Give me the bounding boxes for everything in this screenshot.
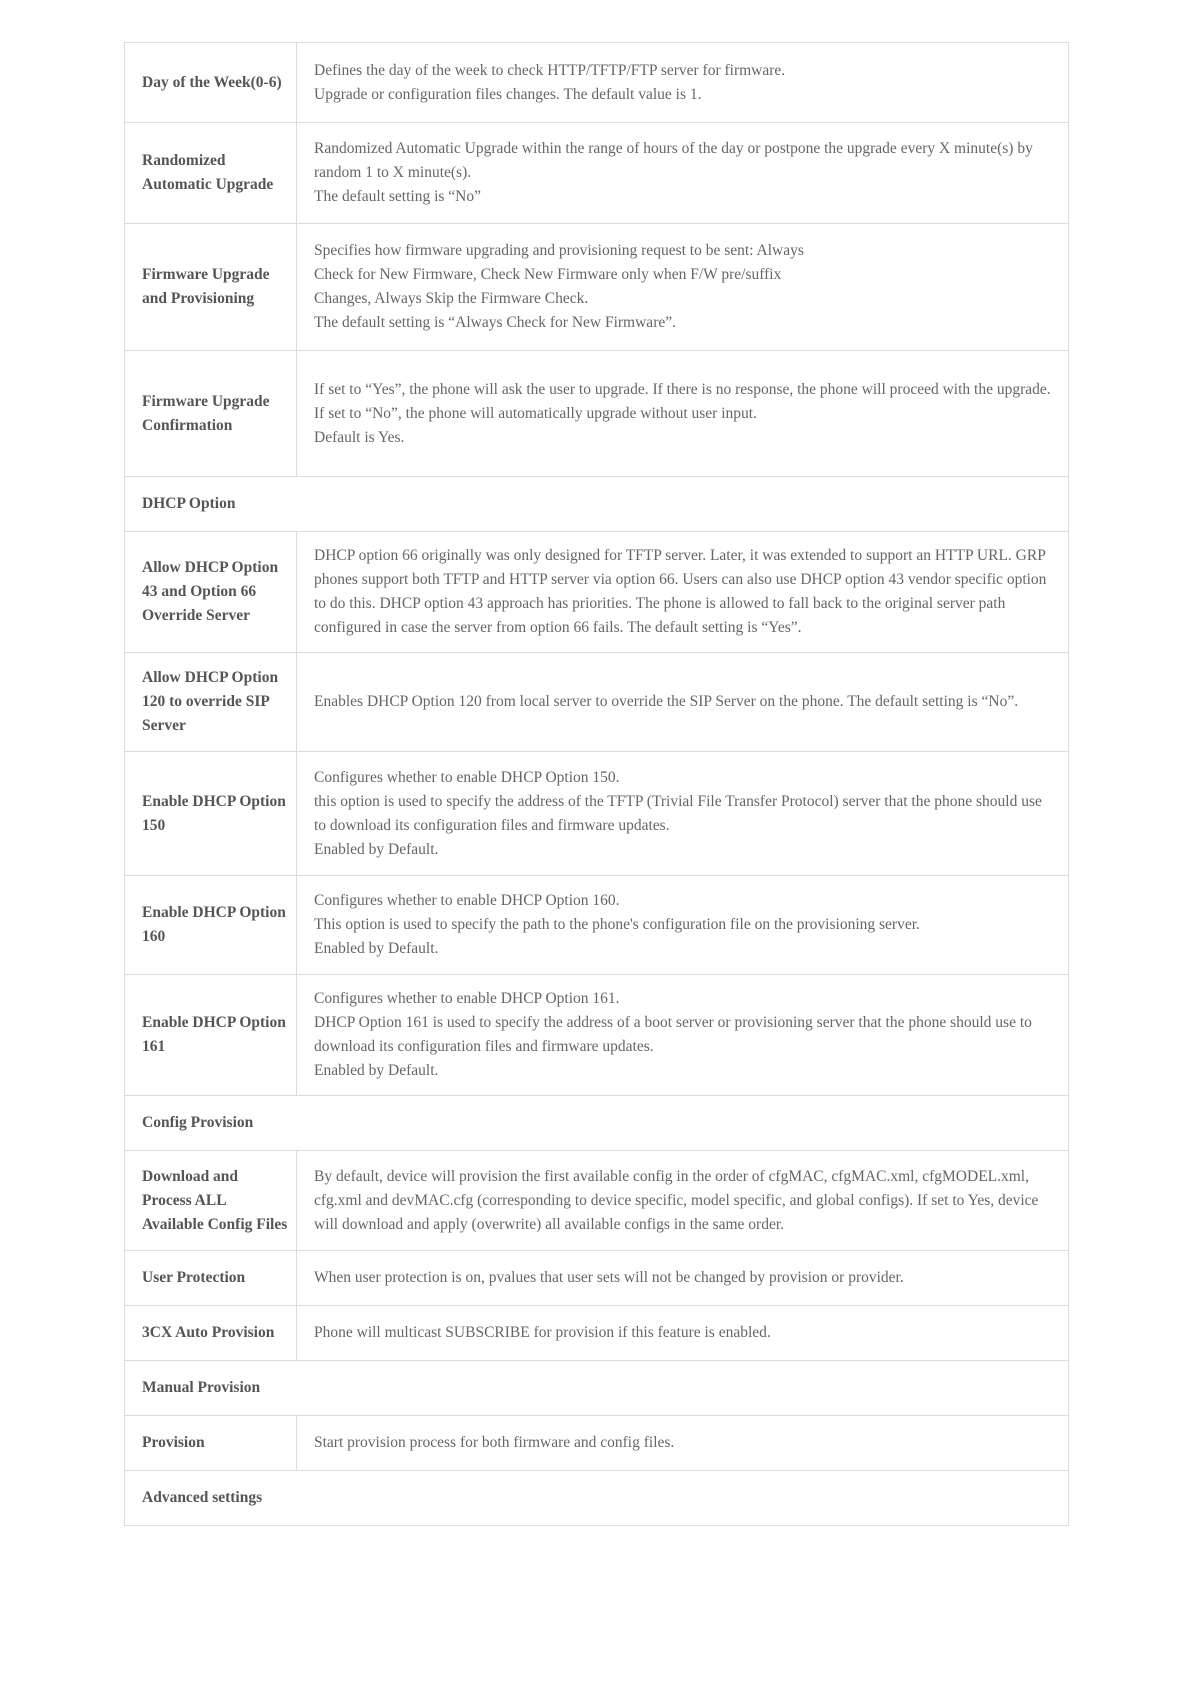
table-row [125,351,1069,477]
table-row [125,1416,1069,1471]
parameter-description [297,351,1069,477]
table-row [125,532,1069,653]
description-line: Enabled by Default. [314,940,439,957]
description-line: Enabled by Default. [314,1062,439,1079]
description-line: DHCP option 66 originally was only designed for TFTP server. Later, it was extended to support an HTTP URL. GRP phones support both TFTP and HTTP server via option 66. Users can also use DHCP option 43 vendor specific option to do this. DHCP option 43 approach has priorities. The phone is allowed to fall back to the original server path configured in case the server from option 66 fails. The default setting is “Yes”. [314,547,1047,636]
table-row [125,876,1069,975]
description-line: Enables DHCP Option 120 from local server to override the SIP Server on the phone. The default setting is “No”. [314,693,1019,710]
table-row [125,1251,1069,1306]
table-row [125,975,1069,1096]
table-row [125,224,1069,351]
parameter-name: 3CX Auto Provision [125,1306,297,1361]
description-line: Start provision process for both firmware and config files. [314,1434,675,1451]
description-line: Configures whether to enable DHCP Option 161. [314,990,620,1007]
parameter-description [297,975,1069,1096]
parameter-name: Randomized Automatic Upgrade [125,123,297,224]
table-row [125,653,1069,752]
parameter-description [297,1416,1069,1471]
parameter-name: Enable DHCP Option 160 [125,876,297,975]
parameter-name: User Protection [125,1251,297,1306]
table-row [125,43,1069,123]
parameter-name: Day of the Week(0-6) [125,43,297,123]
description-line: When user protection is on, pvalues that user sets will not be changed by provision or provider. [314,1269,904,1286]
description-line: Upgrade or configuration files changes. The default value is 1. [314,85,702,103]
description-line: The default setting is “Always Check for New Firmware”. [314,314,676,331]
section-title: Manual Provision [125,1361,1069,1416]
description-line: If set to “No”, the phone will automatically upgrade without user input. [314,404,757,422]
provisioning-settings-table [124,42,1069,1526]
parameter-name: Firmware Upgrade Confirmation [125,351,297,477]
section-row [125,1361,1069,1416]
description-line: Randomized Automatic Upgrade within the range of hours of the day or postpone the upgrade every X minute(s) by random 1 to X minute(s). [314,140,1033,181]
table-row [125,1306,1069,1361]
parameter-name: Enable DHCP Option 161 [125,975,297,1096]
table-body [125,43,1069,1526]
parameter-name: Download and Process ALL Available Config Files [125,1151,297,1251]
description-line: this option is used to specify the address of the TFTP (Trivial File Transfer Protocol) server that the phone should use to download its configuration files and firmware updates. [314,792,1042,834]
section-row [125,477,1069,532]
section-title: Config Provision [125,1096,1069,1151]
description-line: Changes, Always Skip the Firmware Check. [314,290,589,307]
parameter-description [297,224,1069,351]
description-line: Phone will multicast SUBSCRIBE for provision if this feature is enabled. [314,1324,771,1341]
description-line: Check for New Firmware, Check New Firmware only when F/W pre/suffix [314,266,782,283]
parameter-name: Enable DHCP Option 150 [125,752,297,876]
table-row [125,752,1069,876]
parameter-description [297,532,1069,653]
parameter-description [297,876,1069,975]
parameter-name: Provision [125,1416,297,1471]
parameter-description [297,1251,1069,1306]
parameter-description [297,43,1069,123]
description-line: Enabled by Default. [314,840,439,858]
parameter-description [297,1306,1069,1361]
parameter-description [297,752,1069,876]
section-title: DHCP Option [125,477,1069,532]
parameter-description [297,123,1069,224]
parameter-description [297,653,1069,752]
section-row [125,1471,1069,1526]
description-line: The default setting is “No” [314,188,482,205]
section-title: Advanced settings [125,1471,1069,1526]
parameter-name: Firmware Upgrade and Provisioning [125,224,297,351]
table-row [125,1151,1069,1251]
description-line: Default is Yes. [314,428,405,446]
description-line: Defines the day of the week to check HTTP/TFTP/FTP server for firmware. [314,61,786,79]
parameter-name: Allow DHCP Option 120 to override SIP Server [125,653,297,752]
description-line: If set to “Yes”, the phone will ask the user to upgrade. If there is no response, the phone will proceed with the upgrade. [314,380,1051,398]
description-line: This option is used to specify the path to the phone's configuration file on the provisioning server. [314,916,920,933]
description-line: By default, device will provision the first available config in the order of cfgMAC, cfgMAC.xml, cfgMODEL.xml, cfg.xml and devMAC.cfg (corresponding to device specific, model specific, and global configs). If set to Yes, device will download and apply (overwrite) all available configs in the same order. [314,1167,1039,1233]
description-line: Configures whether to enable DHCP Option 160. [314,892,620,909]
description-line: Configures whether to enable DHCP Option 150. [314,768,620,786]
description-line: Specifies how firmware upgrading and provisioning request to be sent: Always [314,242,804,259]
table-row [125,123,1069,224]
parameter-description [297,1151,1069,1251]
description-line: DHCP Option 161 is used to specify the address of a boot server or provisioning server that the phone should use to download its configuration files and firmware updates. [314,1014,1032,1055]
section-row [125,1096,1069,1151]
parameter-name: Allow DHCP Option 43 and Option 66 Override Server [125,532,297,653]
